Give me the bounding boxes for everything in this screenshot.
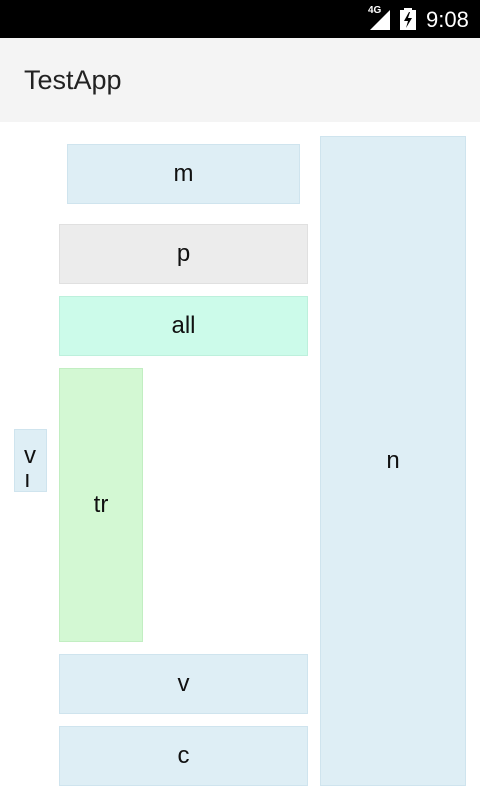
cell-all-label: all xyxy=(171,312,196,339)
cell-n[interactable] xyxy=(320,136,466,786)
cell-c[interactable] xyxy=(59,726,308,786)
cell-m[interactable] xyxy=(67,144,300,204)
clock: 9:08 xyxy=(426,7,469,32)
cell-left-small-label: v ı xyxy=(24,442,36,492)
app-bar xyxy=(0,38,480,122)
cell-signal-icon xyxy=(368,6,392,30)
cell-v[interactable] xyxy=(59,654,308,714)
cell-c-label: c xyxy=(177,742,190,769)
cell-m-label: m xyxy=(173,160,194,187)
cell-left-small[interactable] xyxy=(14,429,47,492)
cell-tr[interactable] xyxy=(59,368,143,642)
signal-bars-icon xyxy=(370,10,392,30)
cell-all[interactable] xyxy=(59,296,308,356)
cell-n-label: n xyxy=(386,447,400,474)
cell-p[interactable] xyxy=(59,224,308,284)
cell-tr-label: tr xyxy=(93,491,109,518)
cell-v-label: v xyxy=(177,670,190,697)
battery-charging-icon xyxy=(400,8,416,30)
cell-p-label: p xyxy=(176,240,191,267)
status-bar xyxy=(0,0,480,38)
app-title: TestApp xyxy=(24,65,122,95)
network-type-label: 4G xyxy=(368,5,382,16)
